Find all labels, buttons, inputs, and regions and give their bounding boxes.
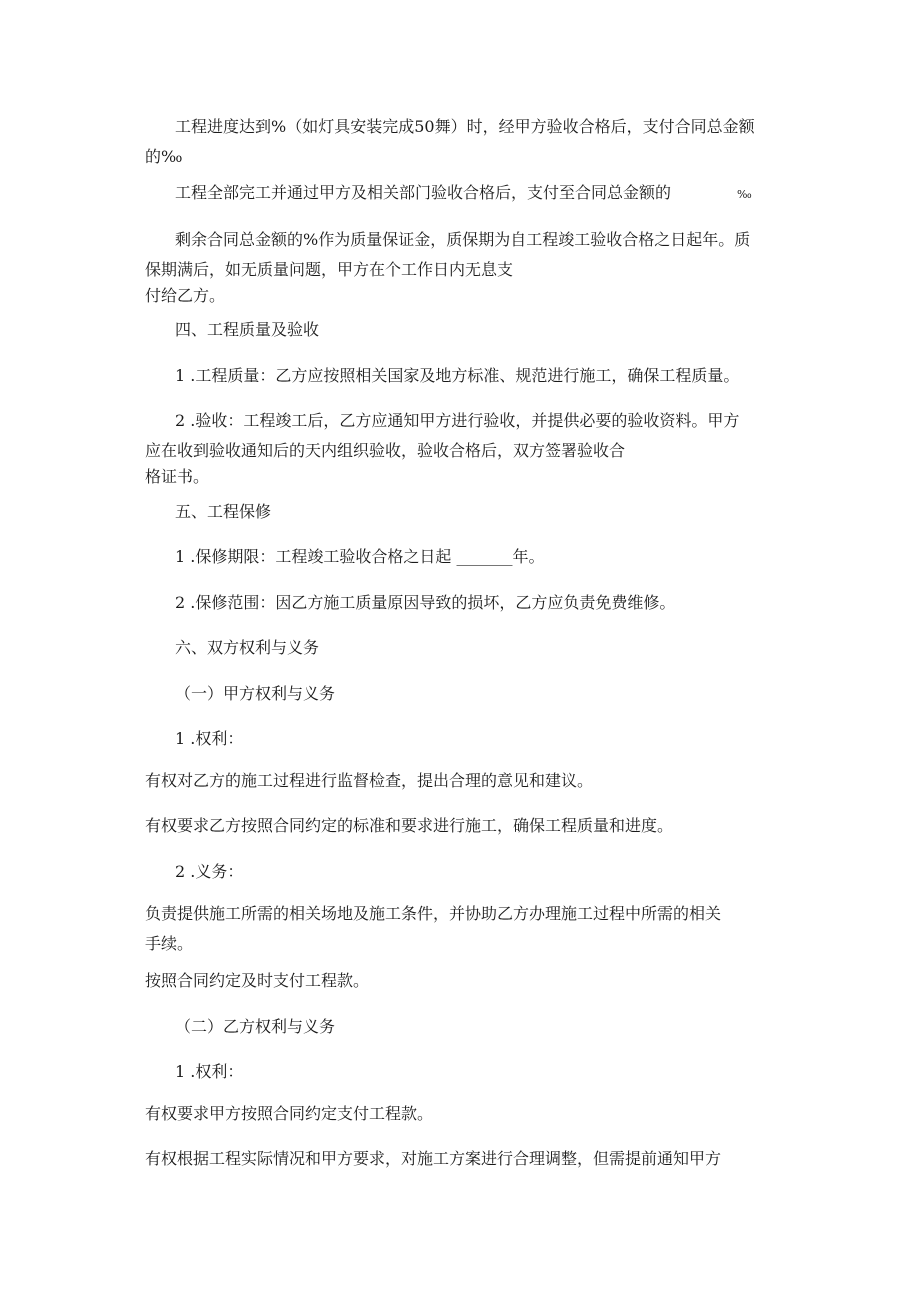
paragraph-warranty-scope xyxy=(145,588,795,618)
text-line: 有权根据工程实际情况和甲方要求，对施工方案进行合理调整，但需提前通知甲方 xyxy=(145,1149,722,1168)
paragraph-quality-clause xyxy=(145,361,795,391)
paragraph-right-require xyxy=(145,811,795,841)
text-line: 手续。 xyxy=(145,934,194,953)
text-line: 有权要求甲方按照合同约定支付工程款。 xyxy=(145,1104,434,1123)
text-line: 2 .保修范围：因乙方施工质量原因导致的损坏，乙方应负责免费维修。 xyxy=(175,593,676,612)
paragraph-progress-payment xyxy=(145,112,795,172)
paragraph-rights-label-b xyxy=(145,1057,795,1087)
text-line: 1 .权利： xyxy=(175,1062,244,1081)
subheading-party-a xyxy=(145,679,795,709)
heading-text: 六、双方权利与义务 xyxy=(175,638,320,657)
heading-text: （一）甲方权利与义务 xyxy=(175,684,336,703)
paragraph-warranty-period xyxy=(145,542,795,572)
subheading-party-b xyxy=(145,1012,795,1042)
text-line: 付给乙方。 xyxy=(145,286,226,305)
text-fragment: 工程全部完工并通过甲方及相关部门验收合格后，支付至合同总金额的 xyxy=(175,183,672,202)
paragraph-obligation-site xyxy=(145,899,795,959)
paragraph-quality-deposit xyxy=(145,225,795,311)
heading-text: 五、工程保修 xyxy=(175,502,272,521)
section-heading-quality xyxy=(145,315,795,345)
paragraph-acceptance-clause xyxy=(145,406,795,492)
text-line: 格证书。 xyxy=(145,467,210,486)
text-line: 1 .工程质量：乙方应按照相关国家及地方标准、规范进行施工，确保工程质量。 xyxy=(175,366,740,385)
paragraph-rights-label xyxy=(145,724,795,754)
text-line: 有权对乙方的施工过程进行监督检查，提出合理的意见和建议。 xyxy=(145,771,594,790)
paragraph-right-supervise xyxy=(145,766,795,796)
text-line: 2 .验收：工程竣工后，乙方应通知甲方进行验收，并提供必要的验收资料。甲方 xyxy=(175,411,740,430)
text-line: 负责提供施工所需的相关场地及施工条件，并协助乙方办理施工过程中所需的相关 xyxy=(145,904,722,923)
text-line: 有权要求乙方按照合同约定的标准和要求进行施工，确保工程质量和进度。 xyxy=(145,816,674,835)
text-line: 按照合同约定及时支付工程款。 xyxy=(145,971,370,990)
paragraph-completion-payment xyxy=(145,178,795,208)
paragraph-obligations-label xyxy=(145,857,795,887)
text-line: 2 .义务： xyxy=(175,862,244,881)
paragraph-obligation-payment xyxy=(145,966,795,996)
text-line: 应在收到验收通知后的天内组织验收，验收合格后，双方签署验收合 xyxy=(145,441,626,460)
section-heading-warranty xyxy=(145,497,795,527)
paragraph-right-adjust xyxy=(145,1144,795,1174)
text-line: 1 .保修期限：工程竣工验收合格之日起 _______年。 xyxy=(175,547,545,566)
section-heading-rights xyxy=(145,633,795,663)
text-line: 剩余合同总金额的%作为质量保证金，质保期为自工程竣工验收合格之日起年。质 xyxy=(175,230,751,249)
heading-text: 四、工程质量及验收 xyxy=(175,320,320,339)
text-line: 1 .权利： xyxy=(175,729,244,748)
permille-mark: ‰ xyxy=(737,188,752,201)
text-line xyxy=(145,178,795,208)
heading-text: （二）乙方权利与义务 xyxy=(175,1017,336,1036)
paragraph-right-payment xyxy=(145,1099,795,1129)
text-line: 工程进度达到%（如灯具安装完成50舞）时，经甲方验收合格后，支付合同总金额 xyxy=(175,117,755,136)
text-line: 的‰ xyxy=(145,147,183,166)
text-line: 保期满后，如无质量问题，甲方在个工作日内无息支 xyxy=(145,260,514,279)
